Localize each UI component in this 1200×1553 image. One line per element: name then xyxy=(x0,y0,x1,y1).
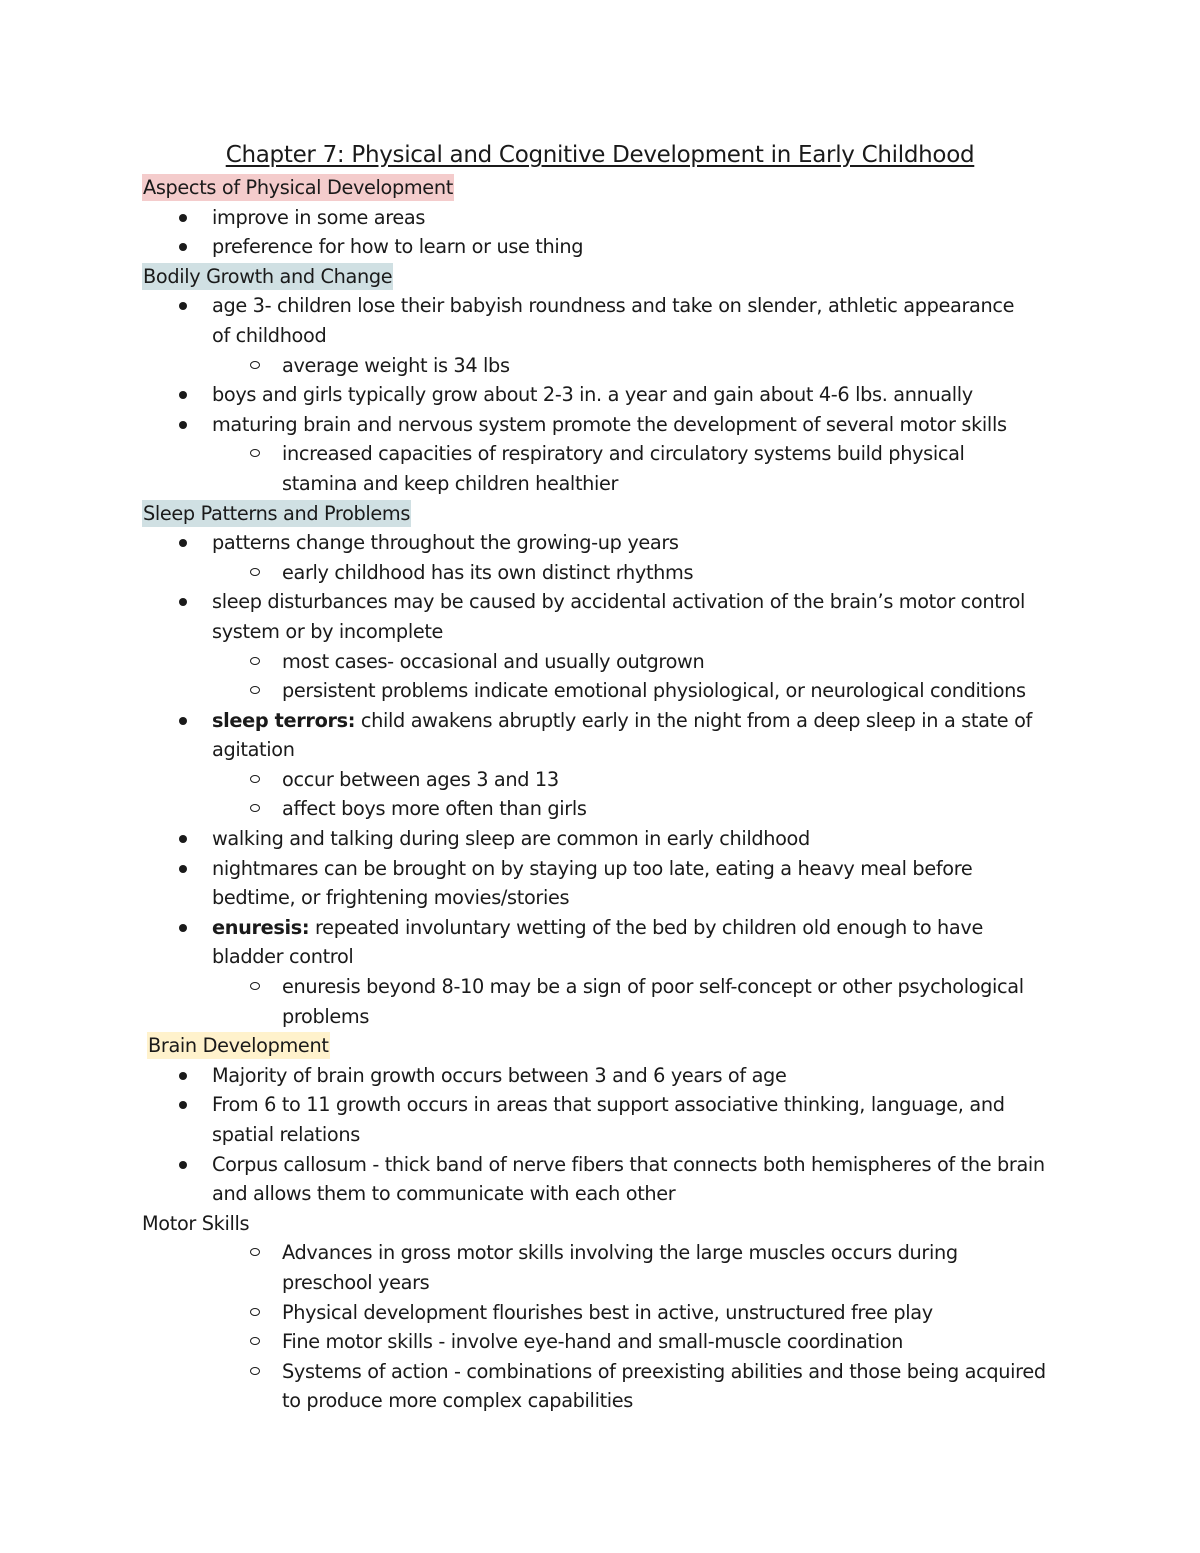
sub-list-item: Systems of action - combinations of preexisting abilities and those being acquired xyxy=(142,1357,1072,1387)
hollow-bullet-icon xyxy=(250,982,260,990)
sub-list-item: Fine motor skills - involve eye-hand and small-muscle coordination xyxy=(142,1327,1072,1357)
list-item: patterns change throughout the growing-up years xyxy=(142,528,1072,558)
hollow-bullet-icon xyxy=(250,1248,260,1256)
list-item: age 3- children lose their babyish roundness and take on slender, athletic appearance xyxy=(142,291,1072,321)
list-item-continuation: system or by incomplete xyxy=(212,619,444,643)
sub-list-item-continuation: preschool years xyxy=(282,1270,430,1294)
list-item: nightmares can be brought on by staying up too late, eating a heavy meal before xyxy=(142,854,1072,884)
bullet-icon xyxy=(179,598,187,606)
bullet-icon xyxy=(179,1072,187,1080)
section-heading-bodily: Bodily Growth and Change xyxy=(143,264,393,288)
hollow-bullet-icon xyxy=(250,1337,260,1345)
bullet-icon xyxy=(179,539,187,547)
list-item: improve in some areas xyxy=(142,203,1072,233)
hollow-bullet-icon xyxy=(250,449,260,457)
list-item: Majority of brain growth occurs between 3 and 6 years of age xyxy=(142,1061,1072,1091)
sub-list-item: occur between ages 3 and 13 xyxy=(142,765,1072,795)
section-heading-motor: Motor Skills xyxy=(142,1211,250,1235)
sub-list-item-continuation: to produce more complex capabilities xyxy=(282,1389,633,1413)
list-item: walking and talking during sleep are common in early childhood xyxy=(142,824,1072,854)
bullet-icon xyxy=(179,421,187,429)
sub-list-item: most cases- occasional and usually outgrown xyxy=(142,647,1072,677)
term-enuresis: enuresis: xyxy=(212,915,310,939)
bullet-icon xyxy=(179,835,187,843)
list-item: preference for how to learn or use thing xyxy=(142,232,1072,262)
sub-list-item: persistent problems indicate emotional physiological, or neurological conditions xyxy=(142,676,1072,706)
sub-list-item-continuation: problems xyxy=(282,1004,370,1028)
section-heading-aspects: Aspects of Physical Development xyxy=(143,176,453,199)
sub-list-item: affect boys more often than girls xyxy=(142,794,1072,824)
notes-body xyxy=(142,173,1072,1416)
bullet-icon xyxy=(179,717,187,725)
list-item: boys and girls typically grow about 2-3 in. a year and gain about 4-6 lbs. annually xyxy=(142,380,1072,410)
list-item-continuation: spatial relations xyxy=(212,1123,360,1146)
bullet-icon xyxy=(179,924,187,932)
list-item: sleep terrors: child awakens abruptly early in the night from a deep sleep in a state of xyxy=(142,706,1072,736)
list-item: From 6 to 11 growth occurs in areas that support associative thinking, language, and xyxy=(142,1090,1072,1120)
bullet-icon xyxy=(179,214,187,222)
hollow-bullet-icon xyxy=(250,686,260,694)
sub-list-item: increased capacities of respiratory and circulatory systems build physical xyxy=(142,439,1072,469)
hollow-bullet-icon xyxy=(250,775,260,783)
sub-list-item: early childhood has its own distinct rhythms xyxy=(142,558,1072,588)
list-item: maturing brain and nervous system promote the development of several motor skills xyxy=(142,410,1072,440)
sub-list-item: Advances in gross motor skills involving the large muscles occurs during xyxy=(142,1238,1072,1268)
page-title: Chapter 7: Physical and Cognitive Development in Early Childhood xyxy=(225,142,975,168)
bullet-icon xyxy=(179,243,187,251)
list-item-continuation: bladder control xyxy=(212,945,354,969)
hollow-bullet-icon xyxy=(250,568,260,576)
section-heading-brain: Brain Development xyxy=(148,1034,329,1058)
hollow-bullet-icon xyxy=(250,1308,260,1316)
bullet-icon xyxy=(179,302,187,310)
section-heading-sleep: Sleep Patterns and Problems xyxy=(143,501,411,525)
list-item-continuation: of childhood xyxy=(212,323,327,347)
sub-list-item: Physical development flourishes best in active, unstructured free play xyxy=(142,1298,1072,1328)
list-item-continuation: agitation xyxy=(212,738,295,762)
term-sleep-terrors: sleep terrors: xyxy=(212,708,356,732)
bullet-icon xyxy=(179,865,187,873)
list-item: Corpus callosum - thick band of nerve fibers that connects both hemispheres of the brain xyxy=(142,1150,1072,1180)
bullet-icon xyxy=(179,1161,187,1169)
hollow-bullet-icon xyxy=(250,804,260,812)
list-item: sleep disturbances may be caused by accidental activation of the brain’s motor control xyxy=(142,587,1072,617)
sub-list-item: average weight is 34 lbs xyxy=(142,351,1072,381)
hollow-bullet-icon xyxy=(250,657,260,665)
list-item: enuresis: repeated involuntary wetting of the bed by children old enough to have xyxy=(142,913,1072,943)
bullet-icon xyxy=(179,391,187,399)
bullet-icon xyxy=(179,1101,187,1109)
list-item-continuation: bedtime, or frightening movies/stories xyxy=(212,886,570,910)
hollow-bullet-icon xyxy=(250,361,260,369)
sub-list-item: enuresis beyond 8-10 may be a sign of poor self-concept or other psychological xyxy=(142,972,1072,1002)
hollow-bullet-icon xyxy=(250,1367,260,1375)
sub-list-item-continuation: stamina and keep children healthier xyxy=(282,471,619,495)
list-item-continuation: and allows them to communicate with each other xyxy=(212,1182,676,1206)
